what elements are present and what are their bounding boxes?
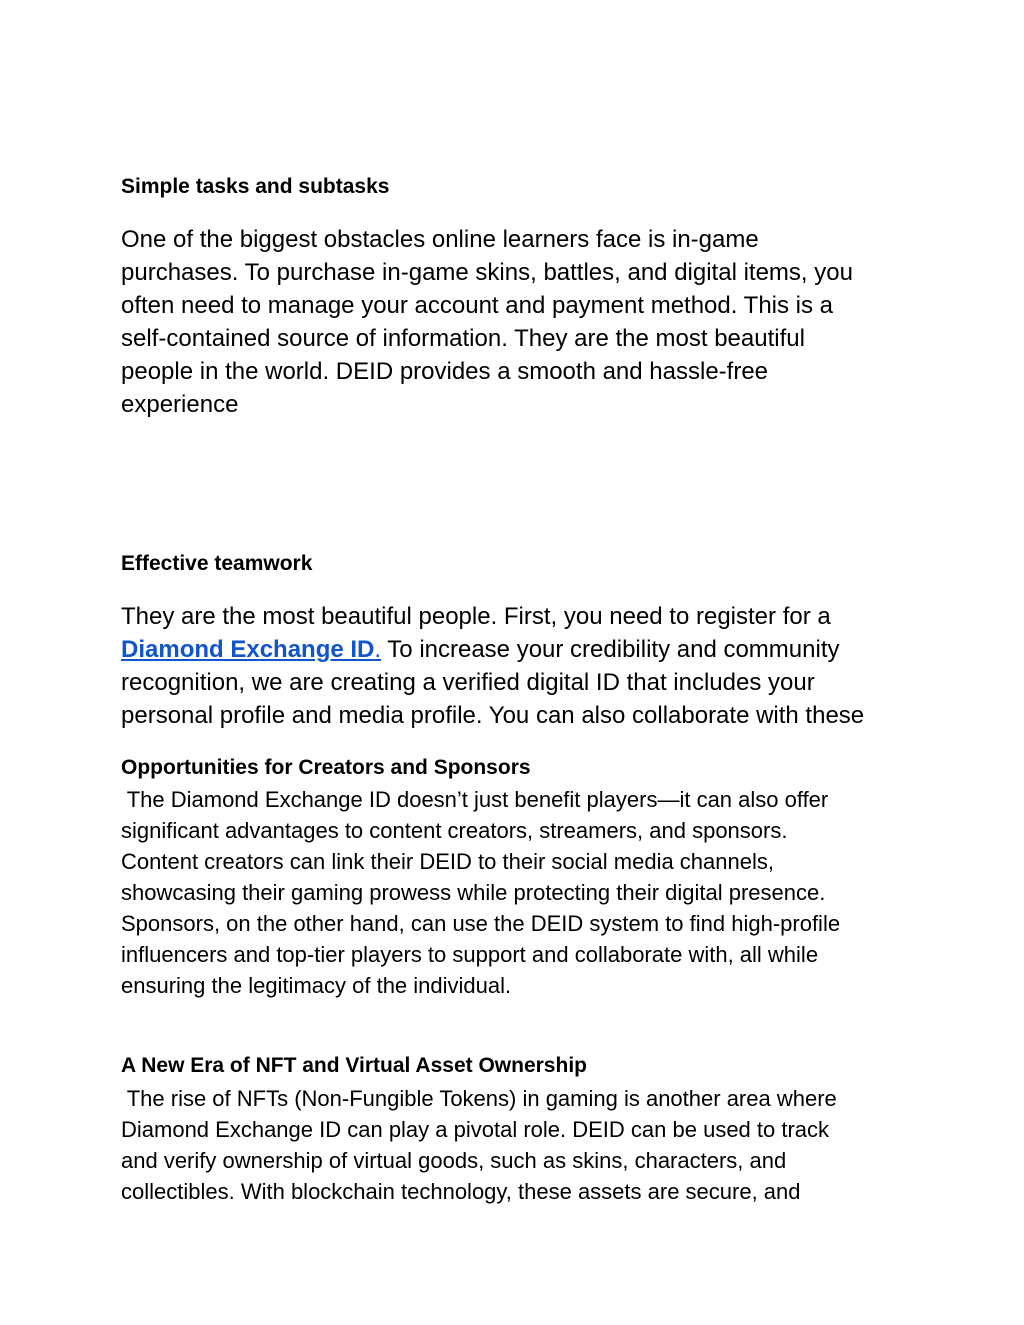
text-line: collectibles. With blockchain technology, these assets are secure, and xyxy=(121,1179,801,1204)
text-line: One of the biggest obstacles online learners face is in-game xyxy=(121,226,759,253)
text-line: Content creators can link their DEID to their social media channels, xyxy=(121,849,774,874)
text-line: showcasing their gaming prowess while protecting their digital presence. xyxy=(121,880,826,905)
text-line: ensuring the legitimacy of the individual. xyxy=(121,973,512,998)
section-heading: Opportunities for Creators and Sponsors xyxy=(121,756,531,779)
text-line: often need to manage your account and payment method. This is a xyxy=(121,292,834,319)
text-line: Diamond Exchange ID. To increase your credibility and community xyxy=(121,636,840,663)
text-line: significant advantages to content creators, streamers, and sponsors. xyxy=(121,818,788,843)
text-line: influencers and top-tier players to support and collaborate with, all while xyxy=(121,942,819,967)
text-line: Diamond Exchange ID can play a pivotal role. DEID can be used to track xyxy=(121,1117,830,1142)
paragraph xyxy=(121,1083,837,1207)
text-line: purchases. To purchase in-game skins, battles, and digital items, you xyxy=(121,259,853,286)
text-line: personal profile and media profile. You can also collaborate with these xyxy=(121,702,865,729)
text-line: They are the most beautiful people. First, you need to register for a xyxy=(121,603,831,630)
text-line: recognition, we are creating a verified digital ID that includes your xyxy=(121,669,815,696)
text-line: people in the world. DEID provides a smooth and hassle-free xyxy=(121,358,769,385)
text-line: The Diamond Exchange ID doesn’t just benefit players—it can also offer xyxy=(121,787,829,812)
text-line: Sponsors, on the other hand, can use the DEID system to find high-profile xyxy=(121,911,841,936)
section-heading: A New Era of NFT and Virtual Asset Ownership xyxy=(121,1054,587,1077)
text-line: experience xyxy=(121,391,239,418)
paragraph xyxy=(121,784,840,1001)
section-heading: Simple tasks and subtasks xyxy=(121,175,390,198)
diamond-exchange-id-link[interactable]: Diamond Exchange ID. xyxy=(121,636,382,663)
text-line: self-contained source of information. They are the most beautiful xyxy=(121,325,805,352)
text-line: and verify ownership of virtual goods, such as skins, characters, and xyxy=(121,1148,787,1173)
section-heading: Effective teamwork xyxy=(121,552,313,575)
text-line: The rise of NFTs (Non-Fungible Tokens) in gaming is another area where xyxy=(121,1086,837,1111)
paragraph xyxy=(121,600,864,732)
paragraph xyxy=(121,223,853,421)
